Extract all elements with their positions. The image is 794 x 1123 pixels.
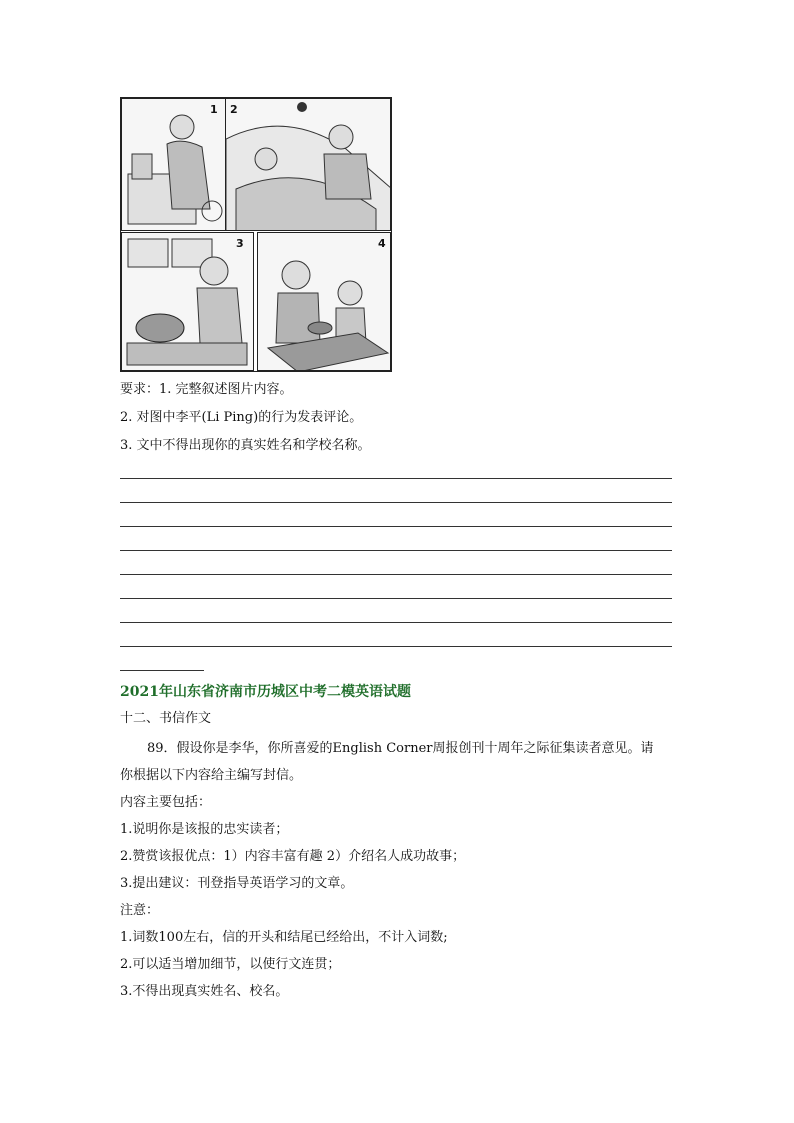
- content-label: 内容主要包括：: [120, 795, 212, 810]
- comic-panel-1: [121, 98, 226, 231]
- section-heading: 十二、书信作文: [120, 711, 212, 726]
- panel-number: 4: [378, 237, 386, 250]
- section-divider: [120, 670, 204, 671]
- comic-panel-4: [257, 232, 391, 371]
- requirement-2: 2. 对图中李平(Li Ping)的行为发表评论。: [120, 410, 363, 425]
- writing-line[interactable]: [120, 526, 672, 527]
- comic-panel-2: [225, 98, 391, 231]
- writing-line[interactable]: [120, 502, 672, 503]
- panel-number: 1: [210, 103, 218, 116]
- note-label: 注意：: [120, 903, 160, 918]
- panel-1-illustration: [122, 99, 226, 231]
- panel-2-illustration: [226, 99, 391, 231]
- panel-number: 3: [236, 237, 244, 250]
- note-item-2: 2.可以适当增加细节，以使行文连贯；: [120, 957, 341, 972]
- comic-strip-image: [120, 97, 392, 372]
- question-line-1: 89．假设你是李华，你所喜爱的English Corner周报创刊十周年之际征集读者意见。请: [147, 741, 654, 756]
- content-item-1: 1.说明你是该报的忠实读者；: [120, 822, 289, 837]
- requirement-1: 要求：1. 完整叙述图片内容。: [120, 382, 293, 397]
- panel-3-illustration: [122, 233, 254, 371]
- exam-title: 2021年山东省济南市历城区中考二模英语试题: [120, 684, 411, 700]
- writing-line[interactable]: [120, 646, 672, 647]
- writing-line[interactable]: [120, 478, 672, 479]
- note-item-3: 3.不得出现真实姓名、校名。: [120, 984, 289, 999]
- question-line-2: 你根据以下内容给主编写封信。: [120, 768, 303, 783]
- panel-4-illustration: [258, 233, 391, 371]
- panel-number: 2: [230, 103, 238, 116]
- writing-line[interactable]: [120, 598, 672, 599]
- note-item-1: 1.词数100左右，信的开头和结尾已经给出，不计入词数;: [120, 930, 448, 945]
- content-item-3: 3.提出建议：刊登指导英语学习的文章。: [120, 876, 354, 891]
- requirement-3: 3. 文中不得出现你的真实姓名和学校名称。: [120, 438, 371, 453]
- writing-line[interactable]: [120, 550, 672, 551]
- content-item-2: 2.赞赏该报优点：1）内容丰富有趣 2）介绍名人成功故事；: [120, 849, 466, 864]
- writing-line[interactable]: [120, 622, 672, 623]
- writing-line[interactable]: [120, 574, 672, 575]
- comic-panel-3: [121, 232, 254, 371]
